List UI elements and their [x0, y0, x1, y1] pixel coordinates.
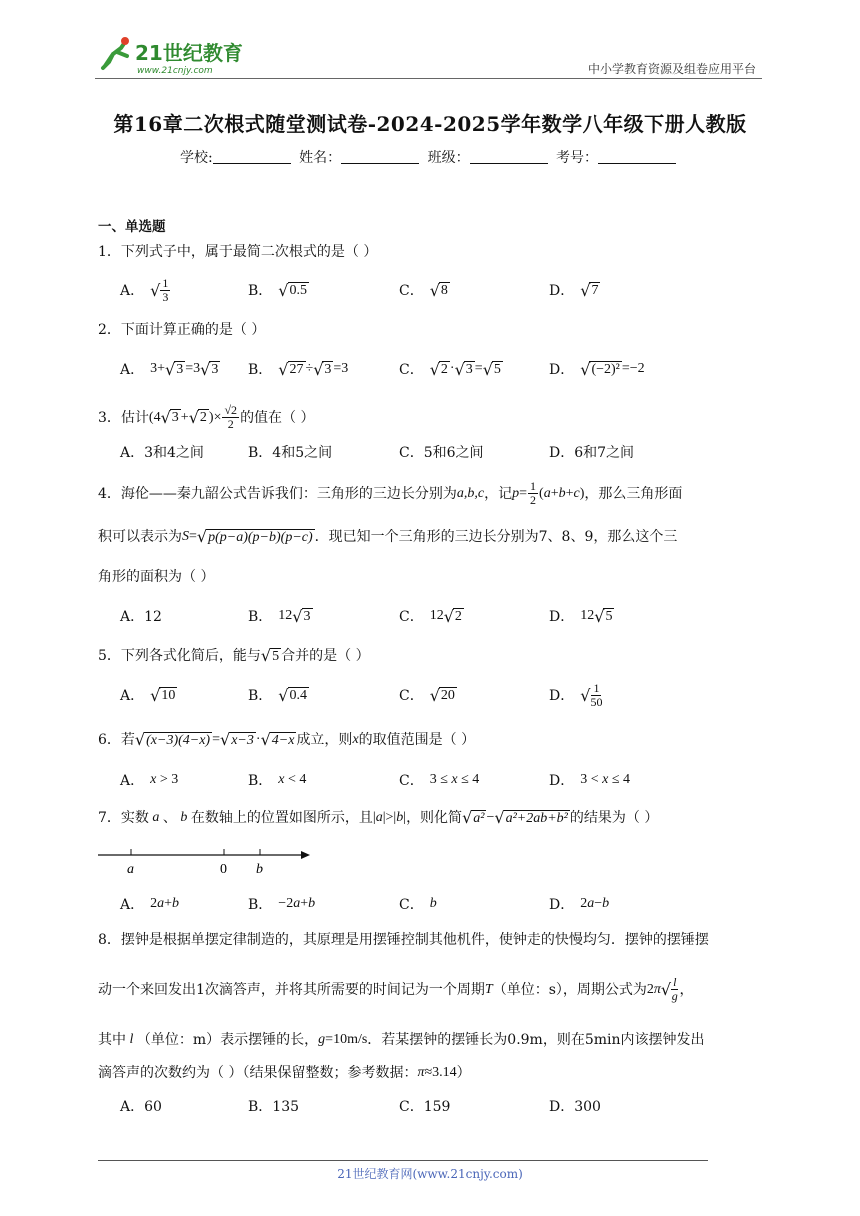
option-c: C． 3 ≤ x ≤ 4: [399, 772, 480, 789]
question-8-line-1: 8．摆钟是根据单摆定律制造的，其原理是用摆锤控制其他机件，使钟走的快慢均匀．摆钟的摆锤摆: [98, 932, 709, 948]
exam-no-label: 考号：: [556, 150, 599, 166]
option-a: A．3和4之间: [120, 445, 204, 461]
question-2-stem: 2．下面计算正确的是（ ）: [98, 322, 266, 338]
question-8-line-3: 其中 l （单位：m）表示摆锤的长， g=10m/s ．若某摆钟的摆锤长为0.9m，则在5min内该摆钟发出: [98, 1032, 705, 1048]
option-b: B．135: [248, 1099, 300, 1115]
question-1-stem: 1．下列式子中，属于最简二次根式的是（ ）: [98, 244, 378, 260]
class-label: 班级：: [427, 150, 470, 166]
option-c: C． √ 8: [399, 280, 448, 300]
option-a: A． 2a+b: [120, 896, 180, 913]
exam-no-blank: [598, 149, 676, 164]
option-c: C． √ 2 · √ 3 = √ 5: [399, 359, 501, 379]
option-d: D． 2a−b: [549, 896, 610, 913]
option-c: C． 12 √ 2: [399, 606, 462, 626]
class-blank: [470, 149, 548, 164]
site-logo: [95, 36, 265, 78]
question-4-line-3: 角形的面积为（ ）: [98, 569, 215, 585]
option-b: B． −2a+b: [248, 896, 316, 913]
question-4-line-2: 积可以表示为 S = √ p(p−a)(p−b)(p−c) ．现已知一个三角形的三边长分别为7、8、9，那么这个三: [98, 527, 678, 546]
name-blank: [341, 149, 419, 164]
option-a: A． 3+ √ 3 =3 √ 3: [120, 359, 219, 379]
number-line-label-a: a: [127, 862, 134, 877]
option-a: A． x > 3: [120, 772, 179, 789]
question-8-line-4: 滴答声的次数约为（ ）（结果保留整数；参考数据： π≈3.14 ）: [98, 1065, 471, 1081]
page-title: 第16章二次根式随堂测试卷-2024-2025学年数学八年级下册人教版: [113, 112, 747, 136]
option-c: C．5和6之间: [399, 445, 484, 461]
option-a: A．12: [120, 609, 162, 625]
option-b: B． 12 √ 3: [248, 606, 311, 626]
student-info-row: [0, 147, 860, 167]
footer-link[interactable]: 21世纪教育网(www.21cnjy.com): [337, 1167, 523, 1181]
footer-divider: [98, 1160, 708, 1161]
option-c: C．159: [399, 1099, 451, 1115]
logo-text: 21世纪教育: [135, 41, 243, 65]
question-5-stem: 5．下列各式化简后，能与 √ 5 合并的是（ ）: [98, 646, 370, 665]
school-label: 学校:: [179, 150, 213, 166]
number-line-figure: [98, 845, 313, 879]
header-platform-text: 中小学教育资源及组卷应用平台: [587, 62, 756, 76]
option-b: B． x < 4: [248, 772, 307, 789]
option-d: D． √ (−2)² =−2: [549, 359, 645, 379]
question-3-stem: 3．估计 (4 √ 3 + √ 2 )× $\frac{√2}{2}$ 的值在（ ）: [98, 403, 315, 431]
option-d: D． 3 < x ≤ 4: [549, 772, 631, 789]
runner-figure-icon: [103, 42, 127, 68]
option-a: A． √ $\frac{1}{3}$: [120, 275, 169, 304]
question-8-line-2: 动一个来回发出1次滴答声，并将其所需要的时间记为一个周期 T （单位：s），周期公式为 2π √ $\frac{l}{g}$ ，: [98, 975, 694, 1003]
question-4-line-1: 4．海伦——秦九韶公式告诉我们：三角形的三边长分别为 a,b,c ，记 p = $\frac{1}{2}$ (a+b+c) ，那么三角形面: [98, 479, 683, 507]
option-b: B． √ 0.4: [248, 685, 307, 705]
option-d: D．300: [549, 1099, 601, 1115]
question-6-stem: 6．若 √ (x−3)(4−x) = √ x−3 · √ 4−x 成立，则 x 的取值范围是（ ）: [98, 730, 476, 749]
section-heading: 一、单选题: [98, 219, 166, 235]
option-d: D． 12 √ 5: [549, 606, 613, 626]
number-line-label-b: b: [256, 862, 263, 877]
option-d: D．6和7之间: [549, 445, 635, 461]
option-d: D． √ $\frac{1}{50}$: [549, 680, 603, 709]
school-blank: [213, 149, 291, 164]
option-b: B． √ 0.5: [248, 280, 307, 300]
logo-url: www.21cnjy.com: [137, 66, 213, 76]
option-b: B．4和5之间: [248, 445, 333, 461]
option-a: A．60: [120, 1099, 162, 1115]
option-d: D． √ 7: [549, 280, 599, 300]
option-c: C． b: [399, 896, 437, 913]
option-b: B． √ 27 ÷ √ 3 =3: [248, 359, 349, 379]
header-divider: [95, 78, 762, 79]
option-a: A． √ 10: [120, 685, 176, 705]
option-c: C． √ 20: [399, 685, 455, 705]
name-label: 姓名：: [299, 150, 342, 166]
question-7-stem: 7．实数 a 、 b 在数轴上的位置如图所示，且 |a|>|b| ，则化简 √ a² − √ a²+2ab+b² 的结果为（ ）: [98, 808, 659, 827]
number-line-label-zero: 0: [220, 862, 227, 877]
